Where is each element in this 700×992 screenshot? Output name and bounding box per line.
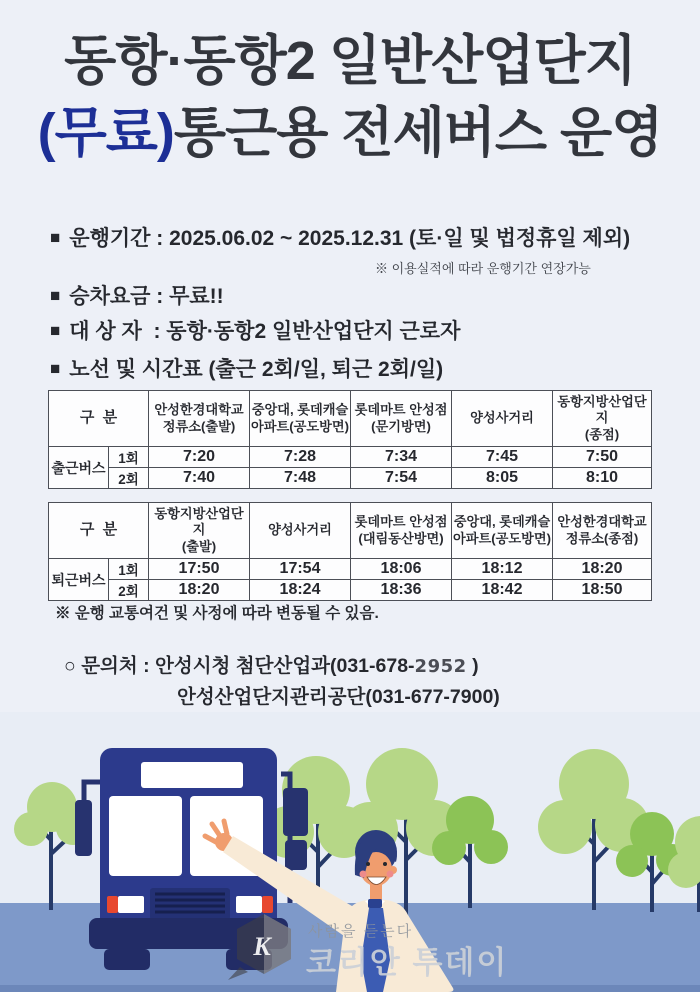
time-cell: 18:06 [351, 559, 452, 580]
run-number: 2회 [109, 468, 149, 489]
row-label-return: 퇴근버스 [49, 559, 109, 601]
bus-right-light [236, 896, 262, 913]
bus-right-mirror [283, 788, 308, 836]
time-cell: 18:36 [351, 580, 452, 601]
time-cell: 7:48 [250, 468, 351, 489]
bus-right-lower-mirror [285, 840, 307, 870]
period-extension-note: ※ 이용실적에 따라 운행기간 연장가능 [375, 261, 591, 276]
col-header-stop: 롯데마트 안성점 (대림동산방면) [351, 503, 452, 559]
watermark-letter: K [253, 932, 271, 961]
contact-line1-suffix: ) [466, 655, 479, 677]
person-tie-knot [368, 899, 382, 908]
time-cell: 18:42 [452, 580, 553, 601]
poster-title-line1: 동항·동항2 일반산업단지 [64, 31, 636, 91]
bullet-square-icon: ■ [50, 286, 61, 305]
bus-scene-illustration [0, 712, 700, 992]
contact-line2: 안성산업단지관리공단(031-677-7900) [177, 686, 500, 708]
time-cell: 18:20 [149, 580, 250, 601]
bus-right-light-red [262, 896, 273, 913]
bus-left-light-red [107, 896, 118, 913]
run-number: 1회 [109, 559, 149, 580]
contact-block [64, 651, 500, 712]
run-number: 1회 [109, 447, 149, 468]
col-header-stop: 중앙대, 롯데캐슬 아파트(공도방면) [250, 391, 351, 447]
contact-phone-number: 2952 [414, 656, 467, 677]
person-eye [383, 862, 387, 866]
info-fare-text: 승차요금 : 무료!! [69, 285, 224, 308]
bus-destination-sign [141, 762, 243, 788]
info-operating-period [50, 226, 630, 253]
free-highlight-text: (무료) [37, 103, 174, 163]
poster-title-line2 [0, 100, 700, 166]
info-operating-period-text: 운행기간 : 2025.06.02 ~ 2025.12.31 (토·일 및 법정휴일 제외) [69, 227, 631, 250]
col-header-category: 구 분 [49, 391, 149, 447]
time-cell: 8:10 [553, 468, 652, 489]
info-target [50, 319, 460, 346]
col-header-stop: 동항지방산업단지 (출발) [149, 503, 250, 559]
time-cell: 7:50 [553, 447, 652, 468]
person-eye [366, 862, 370, 866]
time-cell: 18:20 [553, 559, 652, 580]
info-route-timetable-text: 노선 및 시간표 (출근 2회/일, 퇴근 2회/일) [69, 358, 444, 381]
commute-bus-timetable [48, 390, 652, 489]
time-cell: 17:54 [250, 559, 351, 580]
col-header-stop: 양성사거리 [250, 503, 351, 559]
col-header-stop: 롯데마트 안성점 (문기방면) [351, 391, 452, 447]
time-cell: 18:12 [452, 559, 553, 580]
col-header-stop: 안성한경대학교 정류소(출발) [149, 391, 250, 447]
watermark-brand: 코리안 투데이 [306, 945, 509, 980]
return-bus-timetable [48, 502, 652, 601]
person-cheek [387, 871, 394, 878]
bus-left-mirror [75, 800, 92, 856]
bullet-square-icon: ■ [50, 228, 61, 247]
time-cell: 7:45 [452, 447, 553, 468]
col-header-category: 구 분 [49, 503, 149, 559]
time-cell: 7:28 [250, 447, 351, 468]
info-route-timetable [50, 357, 443, 384]
bus-left-window [109, 796, 182, 876]
time-cell: 18:50 [553, 580, 652, 601]
watermark-slogan: 사람을 듣는다 [308, 923, 414, 940]
schedule-change-note: ※ 운행 교통여건 및 사정에 따라 변동될 수 있음. [55, 605, 379, 622]
time-cell: 7:40 [149, 468, 250, 489]
run-number: 2회 [109, 580, 149, 601]
col-header-stop: 양성사거리 [452, 391, 553, 447]
poster-title-line2-rest: 통근용 전세버스 운영 [173, 103, 663, 163]
time-cell: 7:54 [351, 468, 452, 489]
time-cell: 8:05 [452, 468, 553, 489]
time-cell: 17:50 [149, 559, 250, 580]
time-cell: 7:34 [351, 447, 452, 468]
contact-line1-prefix: ○ 문의처 : 안성시청 첨단산업과(031-678- [64, 655, 415, 677]
row-label-commute: 출근버스 [49, 447, 109, 489]
time-cell: 7:20 [149, 447, 250, 468]
bullet-square-icon: ■ [50, 321, 61, 340]
bullet-square-icon: ■ [50, 359, 61, 378]
info-target-text: 대 상 자 : 동항·동항2 일반산업단지 근로자 [69, 320, 461, 343]
bus-left-wheel [104, 949, 150, 970]
info-fare [50, 284, 224, 311]
time-cell: 18:24 [250, 580, 351, 601]
col-header-stop: 안성한경대학교 정류소(종점) [553, 503, 652, 559]
col-header-stop: 동항지방산업단지 (종점) [553, 391, 652, 447]
bus-left-light [118, 896, 144, 913]
col-header-stop: 중앙대, 롯데캐슬 아파트(공도방면) [452, 503, 553, 559]
contact-line1 [64, 651, 500, 682]
person-cheek [360, 871, 367, 878]
